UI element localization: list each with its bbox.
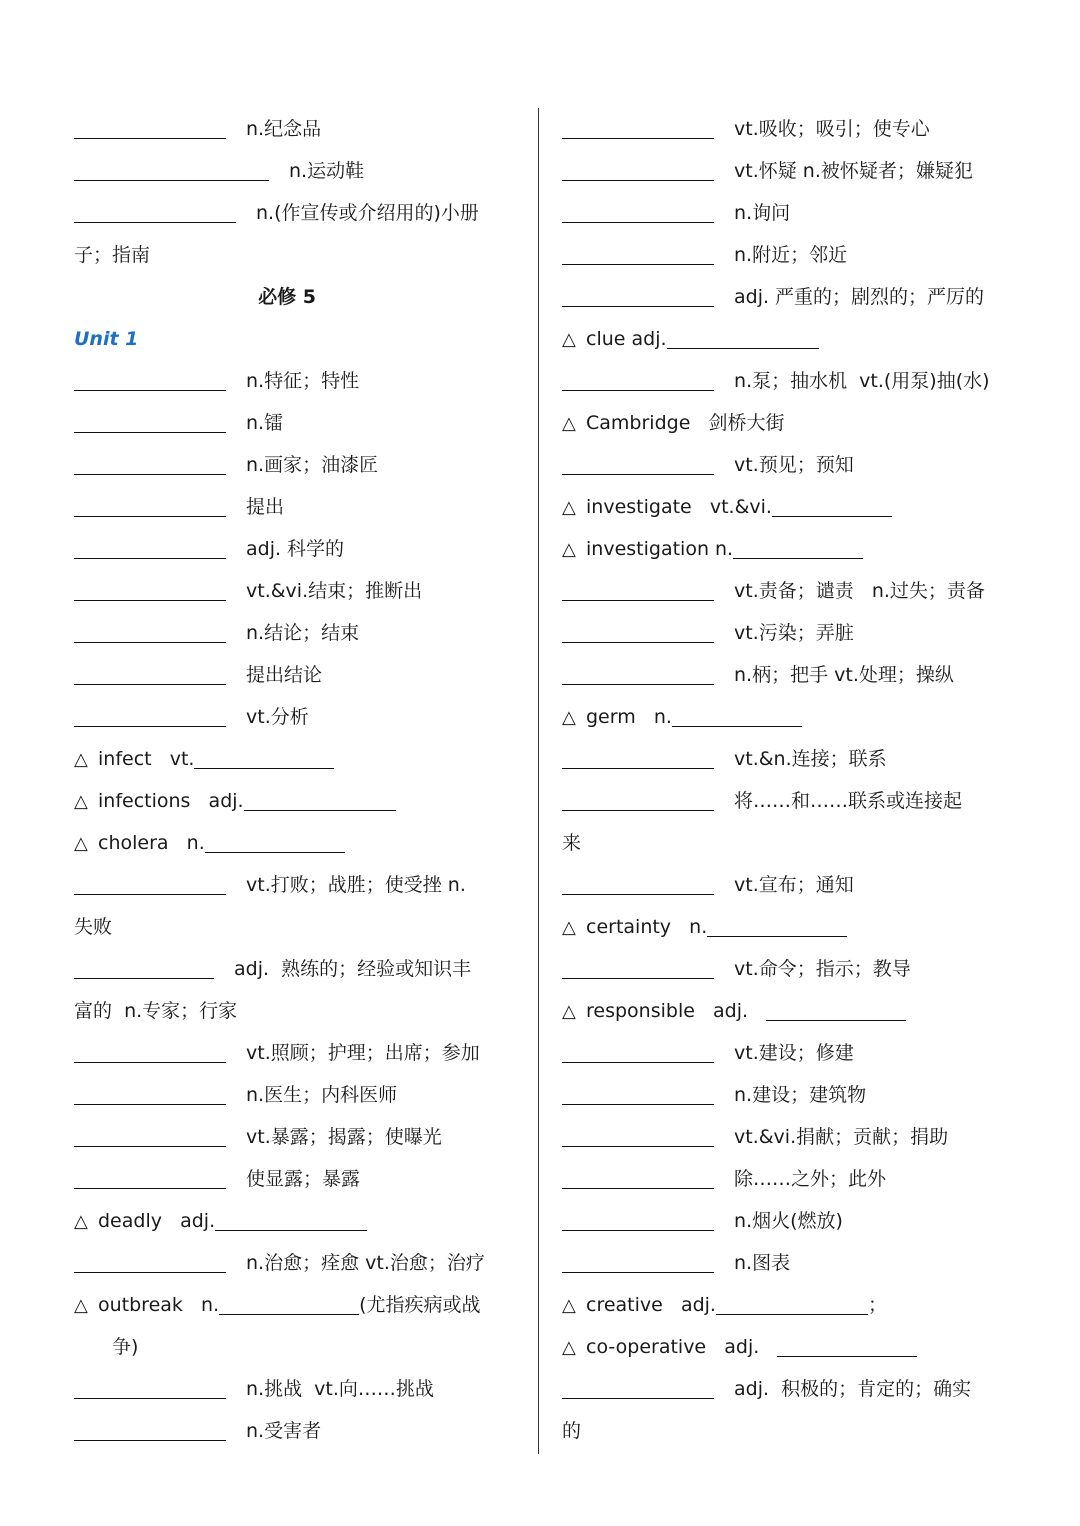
- answer-blank[interactable]: [562, 572, 714, 601]
- answer-blank[interactable]: [562, 1244, 714, 1273]
- vocab-line: [74, 1116, 522, 1158]
- vocab-line: [562, 948, 1010, 990]
- definition-text: n.画家；油漆匠: [246, 454, 379, 476]
- vocab-line: [74, 654, 522, 696]
- answer-blank[interactable]: [562, 1076, 714, 1105]
- answer-blank[interactable]: [672, 698, 802, 727]
- vocab-line: [74, 1074, 522, 1116]
- answer-blank[interactable]: [74, 1118, 226, 1147]
- term-label: outbreak n.: [98, 1294, 220, 1316]
- answer-blank[interactable]: [562, 1034, 714, 1063]
- definition-text: 来: [562, 832, 582, 854]
- vocab-line: [562, 1158, 1010, 1200]
- answer-blank[interactable]: [74, 950, 214, 979]
- column-divider: [538, 108, 539, 1454]
- definition-text: 子；指南: [74, 244, 151, 266]
- definition-text: vt.&vi.结束；推断出: [246, 580, 423, 602]
- vocab-line: [74, 738, 522, 780]
- definition-text: n.纪念品: [246, 118, 322, 140]
- definition-text: 将……和……联系或连接起: [734, 790, 963, 812]
- definition-text: vt.怀疑 n.被怀疑者；嫌疑犯: [734, 160, 973, 182]
- vocab-line: [562, 234, 1010, 276]
- definition-text: (尤指疾病或战: [359, 1294, 481, 1316]
- answer-blank[interactable]: [562, 1202, 714, 1231]
- definition-text: 争): [112, 1336, 139, 1358]
- answer-blank[interactable]: [667, 320, 819, 349]
- vocab-line: [74, 990, 522, 1032]
- definition-text: n.镭: [246, 412, 284, 434]
- vocab-line: [562, 192, 1010, 234]
- answer-blank[interactable]: [74, 1160, 226, 1189]
- vocab-line: [562, 990, 1010, 1032]
- answer-blank[interactable]: [74, 404, 226, 433]
- vocab-line: [562, 1242, 1010, 1284]
- vocab-line: [74, 1242, 522, 1284]
- definition-text: vt.暴露；揭露；使曝光: [246, 1126, 442, 1148]
- vocab-line: [562, 1032, 1010, 1074]
- answer-blank[interactable]: [562, 1160, 714, 1189]
- definition-text: n.特征；特性: [246, 370, 360, 392]
- answer-blank[interactable]: [74, 614, 226, 643]
- answer-blank[interactable]: [716, 1286, 868, 1315]
- vocab-line: [74, 948, 522, 990]
- definition-text: ；: [867, 1294, 887, 1316]
- answer-blank[interactable]: [733, 530, 863, 559]
- triangle-marker-icon: △: [562, 707, 576, 728]
- term-label: germ n.: [586, 706, 672, 728]
- vocab-line: [562, 528, 1010, 570]
- triangle-marker-icon: △: [74, 833, 88, 854]
- definition-text: vt.&vi.捐献；贡献；捐助: [734, 1126, 949, 1148]
- definition-text: vt.命令；指示；教导: [734, 958, 911, 980]
- answer-blank[interactable]: [74, 488, 226, 517]
- answer-blank[interactable]: [562, 656, 714, 685]
- term-label: co-operative adj.: [586, 1336, 778, 1358]
- term-label: cholera n.: [98, 832, 205, 854]
- answer-blank[interactable]: [219, 1286, 359, 1315]
- vocab-line: [562, 696, 1010, 738]
- vocab-line: [74, 150, 522, 192]
- vocab-line: [562, 822, 1010, 864]
- vocab-line: [74, 1326, 522, 1368]
- triangle-marker-icon: △: [562, 329, 576, 350]
- definition-text: 富的 n.专家；行家: [74, 1000, 238, 1022]
- answer-blank[interactable]: [562, 152, 714, 181]
- triangle-marker-icon: △: [74, 1211, 88, 1232]
- triangle-marker-icon: △: [562, 1337, 576, 1358]
- vocab-line: [562, 1410, 1010, 1452]
- vocab-line: [562, 360, 1010, 402]
- answer-blank[interactable]: [244, 782, 396, 811]
- vocab-line: [74, 486, 522, 528]
- definition-text: vt.建设；修建: [734, 1042, 854, 1064]
- triangle-marker-icon: △: [74, 1295, 88, 1316]
- definition-text: n.医生；内科医师: [246, 1084, 398, 1106]
- answer-blank[interactable]: [562, 782, 714, 811]
- definition-text: n.治愈；痊愈 vt.治愈；治疗: [246, 1252, 485, 1274]
- definition-text: vt.宣布；通知: [734, 874, 854, 896]
- term-label: investigate vt.&vi.: [586, 496, 772, 518]
- definition-text: vt.分析: [246, 706, 309, 728]
- vocab-line: [562, 402, 1010, 444]
- definition-text: 提出: [246, 496, 285, 518]
- definition-text: n.挑战 vt.向……挑战: [246, 1378, 434, 1400]
- answer-blank[interactable]: [74, 1076, 226, 1105]
- vocab-line: [562, 1284, 1010, 1326]
- vocab-line: [74, 864, 522, 906]
- answer-blank[interactable]: [74, 698, 226, 727]
- triangle-marker-icon: △: [74, 791, 88, 812]
- answer-blank[interactable]: [562, 614, 714, 643]
- answer-blank[interactable]: [707, 908, 847, 937]
- vocab-line: [74, 108, 522, 150]
- definition-text: n.(作宣传或介绍用的)小册: [256, 202, 479, 224]
- definition-text: vt.责备；谴责 n.过失；责备: [734, 580, 985, 602]
- vocab-line: [74, 612, 522, 654]
- triangle-marker-icon: △: [562, 917, 576, 938]
- right-column: [562, 108, 1010, 1452]
- vocab-line: [562, 1200, 1010, 1242]
- vocab-line: [74, 234, 522, 276]
- triangle-marker-icon: △: [562, 497, 576, 518]
- answer-blank[interactable]: [74, 1412, 226, 1441]
- answer-blank[interactable]: [74, 1370, 226, 1399]
- answer-blank[interactable]: [74, 572, 226, 601]
- vocab-line: [562, 1116, 1010, 1158]
- vocab-line: [74, 696, 522, 738]
- answer-blank[interactable]: [772, 488, 892, 517]
- vocab-line: [562, 150, 1010, 192]
- definition-text: n.泵；抽水机 vt.(用泵)抽(水): [734, 370, 990, 392]
- answer-blank[interactable]: [562, 866, 714, 895]
- definition-text: n.询问: [734, 202, 791, 224]
- vocab-line: [74, 822, 522, 864]
- definition-text: n.图表: [734, 1252, 791, 1274]
- definition-text: 的: [562, 1420, 582, 1442]
- vocab-line: [562, 318, 1010, 360]
- term-label: responsible adj.: [586, 1000, 767, 1022]
- definition-text: 使显露；暴露: [246, 1168, 361, 1190]
- answer-blank[interactable]: [562, 110, 714, 139]
- answer-blank[interactable]: [215, 1202, 367, 1231]
- definition-text: vt.预见；预知: [734, 454, 854, 476]
- triangle-marker-icon: △: [562, 1295, 576, 1316]
- triangle-marker-icon: △: [562, 539, 576, 560]
- section-heading: 必修 5: [258, 286, 316, 308]
- answer-blank[interactable]: [562, 278, 714, 307]
- answer-blank[interactable]: [562, 194, 714, 223]
- definition-text: 除……之外；此外: [734, 1168, 887, 1190]
- answer-blank[interactable]: [74, 362, 226, 391]
- vocab-line: [562, 906, 1010, 948]
- vocab-line: [74, 1158, 522, 1200]
- definition-text: adj. 严重的；剧烈的；严厉的: [734, 286, 985, 308]
- term-label: creative adj.: [586, 1294, 716, 1316]
- definition-text: vt.&n.连接；联系: [734, 748, 887, 770]
- definition-text: vt.照顾；护理；出席；参加: [246, 1042, 480, 1064]
- definition-text: n.结论；结束: [246, 622, 360, 644]
- answer-blank[interactable]: [194, 740, 334, 769]
- vocab-line: [562, 864, 1010, 906]
- vocab-line: [562, 1368, 1010, 1410]
- vocab-line: [74, 906, 522, 948]
- definition-text: vt.打败；战胜；使受挫 n.: [246, 874, 466, 896]
- vocab-line: [562, 780, 1010, 822]
- vocab-line: [562, 738, 1010, 780]
- answer-blank[interactable]: [74, 866, 226, 895]
- term-label: clue adj.: [586, 328, 667, 350]
- definition-text: n.运动鞋: [289, 160, 365, 182]
- answer-blank[interactable]: [205, 824, 345, 853]
- vocab-line: [562, 570, 1010, 612]
- definition-text: n.受害者: [246, 1420, 322, 1442]
- vocab-line: [562, 612, 1010, 654]
- answer-blank[interactable]: [562, 236, 714, 265]
- answer-blank[interactable]: [74, 446, 226, 475]
- definition-text: n.建设；建筑物: [734, 1084, 867, 1106]
- definition-text: 提出结论: [246, 664, 323, 686]
- vocab-line: [562, 654, 1010, 696]
- term-label: infections adj.: [98, 790, 244, 812]
- vocab-line: [74, 570, 522, 612]
- answer-blank[interactable]: [562, 362, 714, 391]
- vocab-line: [562, 444, 1010, 486]
- answer-blank[interactable]: [562, 950, 714, 979]
- term-label: Cambridge 剑桥大街: [586, 412, 785, 434]
- vocab-line: [74, 1032, 522, 1074]
- term-label: certainty n.: [586, 916, 708, 938]
- definition-text: n.烟火(燃放): [734, 1210, 843, 1232]
- vocab-line: [74, 1368, 522, 1410]
- vocab-line: [74, 1284, 522, 1326]
- unit-title: Unit 1: [74, 328, 139, 350]
- vocab-line: [562, 486, 1010, 528]
- vocab-line: [74, 528, 522, 570]
- answer-blank[interactable]: [74, 656, 226, 685]
- vocab-line: [74, 1410, 522, 1452]
- definition-text: 失败: [74, 916, 113, 938]
- vocab-line: [562, 1326, 1010, 1368]
- definition-text: adj. 科学的: [246, 538, 345, 560]
- vocab-line: [74, 192, 522, 234]
- vocab-line: [562, 276, 1010, 318]
- term-label: investigation n.: [586, 538, 734, 560]
- answer-blank[interactable]: [74, 152, 269, 181]
- definition-text: vt.吸收；吸引；使专心: [734, 118, 930, 140]
- definition-text: n.附近；邻近: [734, 244, 848, 266]
- answer-blank[interactable]: [562, 740, 714, 769]
- vocab-line: [74, 402, 522, 444]
- triangle-marker-icon: △: [74, 749, 88, 770]
- vocab-line: [74, 444, 522, 486]
- term-label: infect vt.: [98, 748, 195, 770]
- definition-text: adj. 熟练的；经验或知识丰: [234, 958, 472, 980]
- vocab-line: [562, 1074, 1010, 1116]
- left-column: [74, 108, 522, 1452]
- vocab-line: [74, 780, 522, 822]
- definition-text: n.柄；把手 vt.处理；操纵: [734, 664, 954, 686]
- answer-blank[interactable]: [562, 1370, 714, 1399]
- answer-blank[interactable]: [777, 1328, 917, 1357]
- term-label: deadly adj.: [98, 1210, 216, 1232]
- answer-blank[interactable]: [74, 110, 226, 139]
- answer-blank[interactable]: [74, 530, 226, 559]
- vocab-line: [74, 360, 522, 402]
- vocab-line: [562, 108, 1010, 150]
- triangle-marker-icon: △: [562, 1001, 576, 1022]
- answer-blank[interactable]: [74, 194, 236, 223]
- answer-blank[interactable]: [562, 446, 714, 475]
- vocab-line: [74, 1200, 522, 1242]
- answer-blank[interactable]: [74, 1034, 226, 1063]
- definition-text: vt.污染；弄脏: [734, 622, 854, 644]
- answer-blank[interactable]: [766, 992, 906, 1021]
- answer-blank[interactable]: [562, 1118, 714, 1147]
- definition-text: adj. 积极的；肯定的；确实: [734, 1378, 972, 1400]
- triangle-marker-icon: △: [562, 413, 576, 434]
- answer-blank[interactable]: [74, 1244, 226, 1273]
